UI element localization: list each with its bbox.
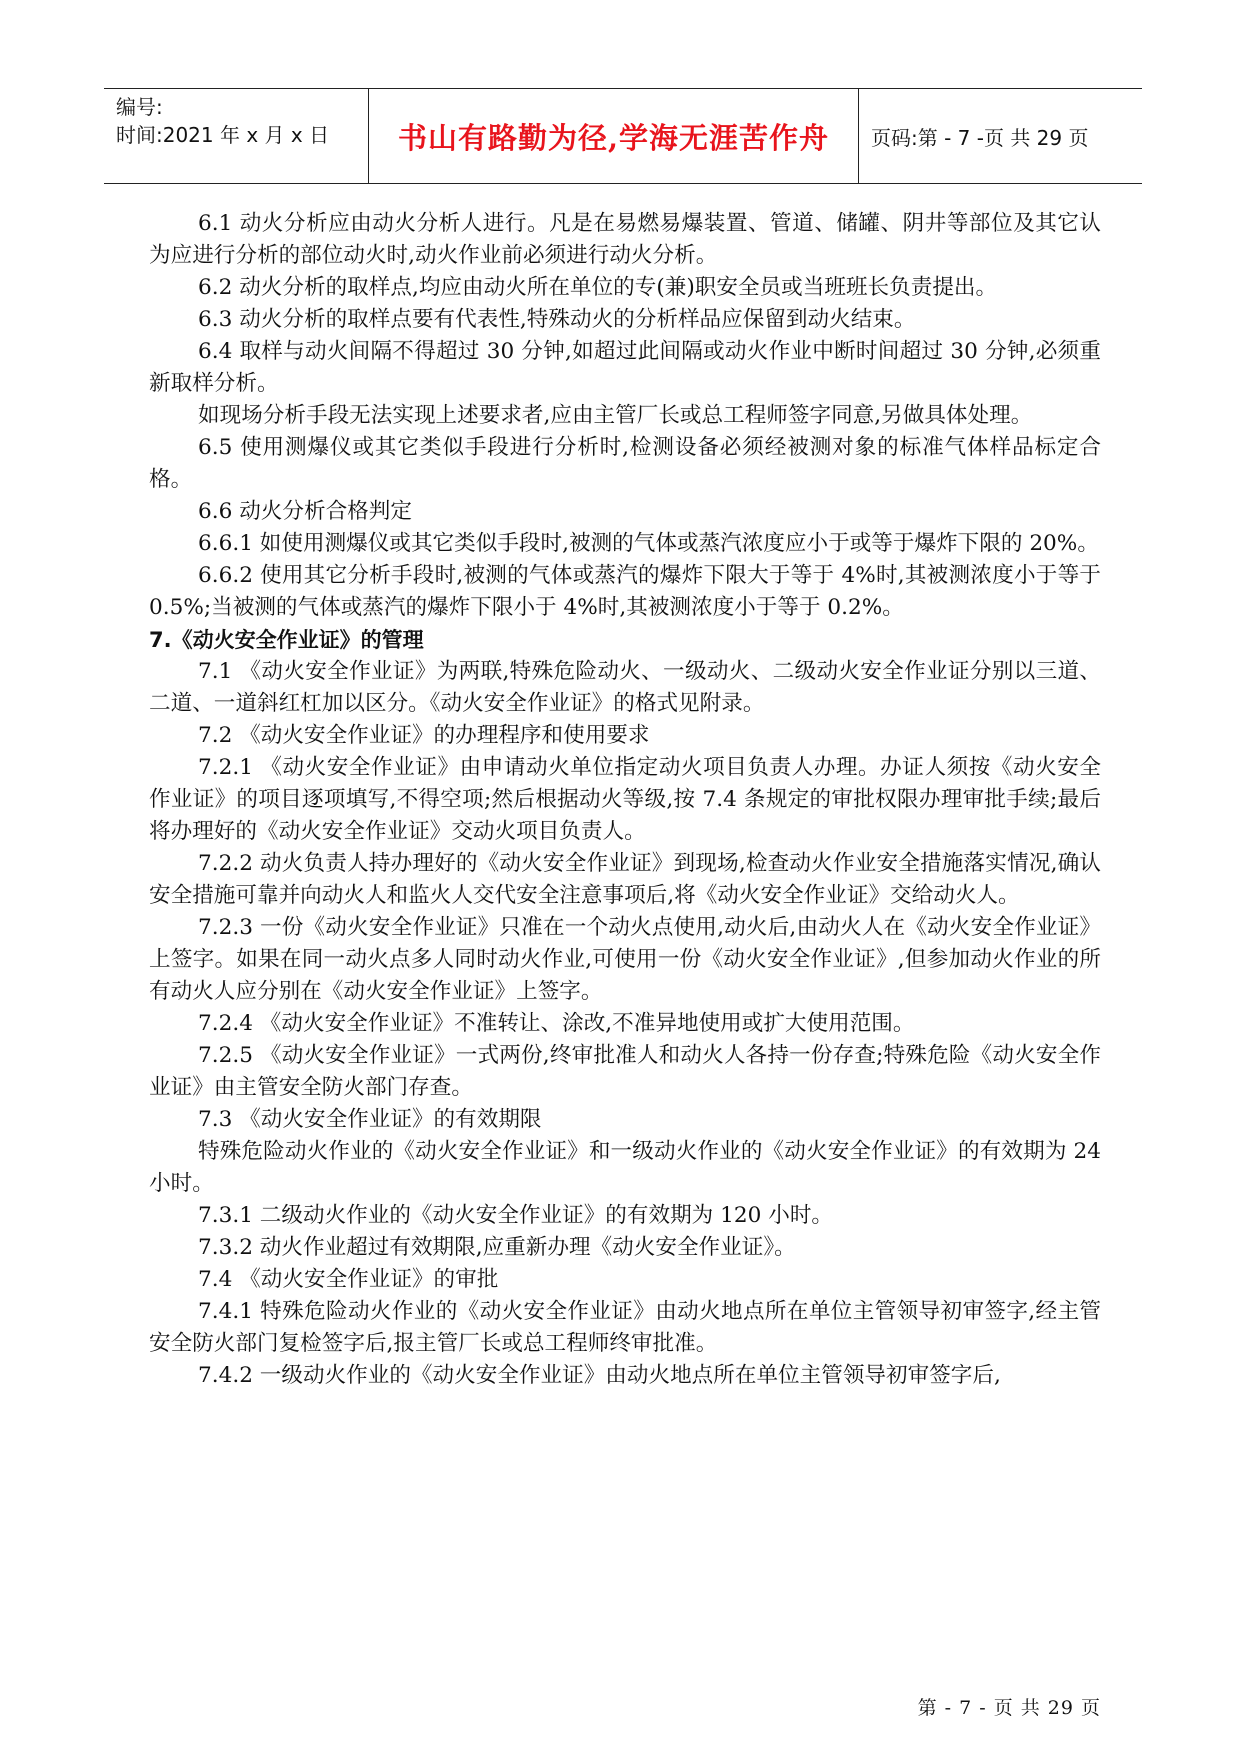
paragraph: 7.4.2 一级动火作业的《动火安全作业证》由动火地点所在单位主管领导初审签字后, <box>198 1363 1001 1388</box>
paragraph: 7.3 《动火安全作业证》的有效期限 <box>198 1107 542 1132</box>
paragraph: 6.6 动火分析合格判定 <box>198 499 412 524</box>
paragraph: 7.2 《动火安全作业证》的办理程序和使用要求 <box>198 723 650 748</box>
paragraph: 6.1 动火分析应由动火分析人进行。凡是在易燃易爆装置、管道、储罐、阴井等部位及其它认为应进行分析的部位动火时,动火作业前必须进行动火分析。 <box>149 211 1101 268</box>
document-time-label: 时间:2021 年 x 月 x 日 <box>116 123 330 147</box>
paragraph: 6.4 取样与动火间隔不得超过 30 分钟,如超过此间隔或动火作业中断时间超过 30 分钟,必须重新取样分析。 <box>149 339 1101 396</box>
paragraph: 7.2.4 《动火安全作业证》不准转让、涂改,不准异地使用或扩大使用范围。 <box>198 1011 915 1036</box>
header-motto: 书山有路勤为径,学海无涯苦作舟 <box>369 89 859 183</box>
paragraph: 7.1 《动火安全作业证》为两联,特殊危险动火、一级动火、二级动火安全作业证分别以三道、二道、一道斜红杠加以区分。《动火安全作业证》的格式见附录。 <box>149 659 1101 716</box>
page-footer: 第 - 7 - 页 共 29 页 <box>917 1697 1101 1719</box>
paragraph: 7.4.1 特殊危险动火作业的《动火安全作业证》由动火地点所在单位主管领导初审签字,经主管安全防火部门复检签字后,报主管厂长或总工程师终审批准。 <box>149 1299 1101 1356</box>
paragraph: 特殊危险动火作业的《动火安全作业证》和一级动火作业的《动火安全作业证》的有效期为 24 小时。 <box>149 1139 1101 1196</box>
paragraph: 7.3.2 动火作业超过有效期限,应重新办理《动火安全作业证》。 <box>198 1235 796 1260</box>
paragraph: 6.2 动火分析的取样点,均应由动火所在单位的专(兼)职安全员或当班班长负责提出。 <box>198 275 998 300</box>
paragraph: 7.4 《动火安全作业证》的审批 <box>198 1267 499 1292</box>
header-meta <box>104 89 369 183</box>
paragraph: 7.3.1 二级动火作业的《动火安全作业证》的有效期为 120 小时。 <box>198 1203 834 1228</box>
paragraph: 7.2.3 一份《动火安全作业证》只准在一个动火点使用,动火后,由动火人在《动火安全作业证》上签字。如果在同一动火点多人同时动火作业,可使用一份《动火安全作业证》,但参加动火作业的所有动火人应分别在《动火安全作业证》上签字。 <box>149 915 1101 1004</box>
paragraph: 6.3 动火分析的取样点要有代表性,特殊动火的分析样品应保留到动火结束。 <box>198 307 916 332</box>
page-header <box>104 88 1142 184</box>
paragraph: 6.6.1 如使用测爆仪或其它类似手段时,被测的气体或蒸汽浓度应小于或等于爆炸下限的 20%。 <box>198 531 1099 556</box>
paragraph: 7.2.1 《动火安全作业证》由申请动火单位指定动火项目负责人办理。办证人须按《动火安全作业证》的项目逐项填写,不得空项;然后根据动火等级,按 7.4 条规定的审批权限办理审批手续;最后将办理好的《动火安全作业证》交动火项目负责人。 <box>149 755 1101 844</box>
document-body <box>149 208 1101 1392</box>
paragraph: 7.2.5 《动火安全作业证》一式两份,终审批准人和动火人各持一份存查;特殊危险《动火安全作业证》由主管安全防火部门存查。 <box>149 1043 1101 1100</box>
paragraph: 7.2.2 动火负责人持办理好的《动火安全作业证》到现场,检查动火作业安全措施落实情况,确认安全措施可靠并向动火人和监火人交代安全注意事项后,将《动火安全作业证》交给动火人。 <box>149 851 1101 908</box>
header-page-number: 页码:第 - 7 -页 共 29 页 <box>871 125 1089 150</box>
paragraph: 6.5 使用测爆仪或其它类似手段进行分析时,检测设备必须经被测对象的标准气体样品标定合格。 <box>149 435 1101 492</box>
paragraph: 如现场分析手段无法实现上述要求者,应由主管厂长或总工程师签字同意,另做具体处理。 <box>198 403 1033 428</box>
paragraph: 6.6.2 使用其它分析手段时,被测的气体或蒸汽的爆炸下限大于等于 4%时,其被测浓度小于等于 0.5%;当被测的气体或蒸汽的爆炸下限小于 4%时,其被测浓度小于等于 0.2%。 <box>149 563 1101 620</box>
document-number-label: 编号: <box>116 95 163 119</box>
section-heading: 7.《动火安全作业证》的管理 <box>149 628 424 652</box>
